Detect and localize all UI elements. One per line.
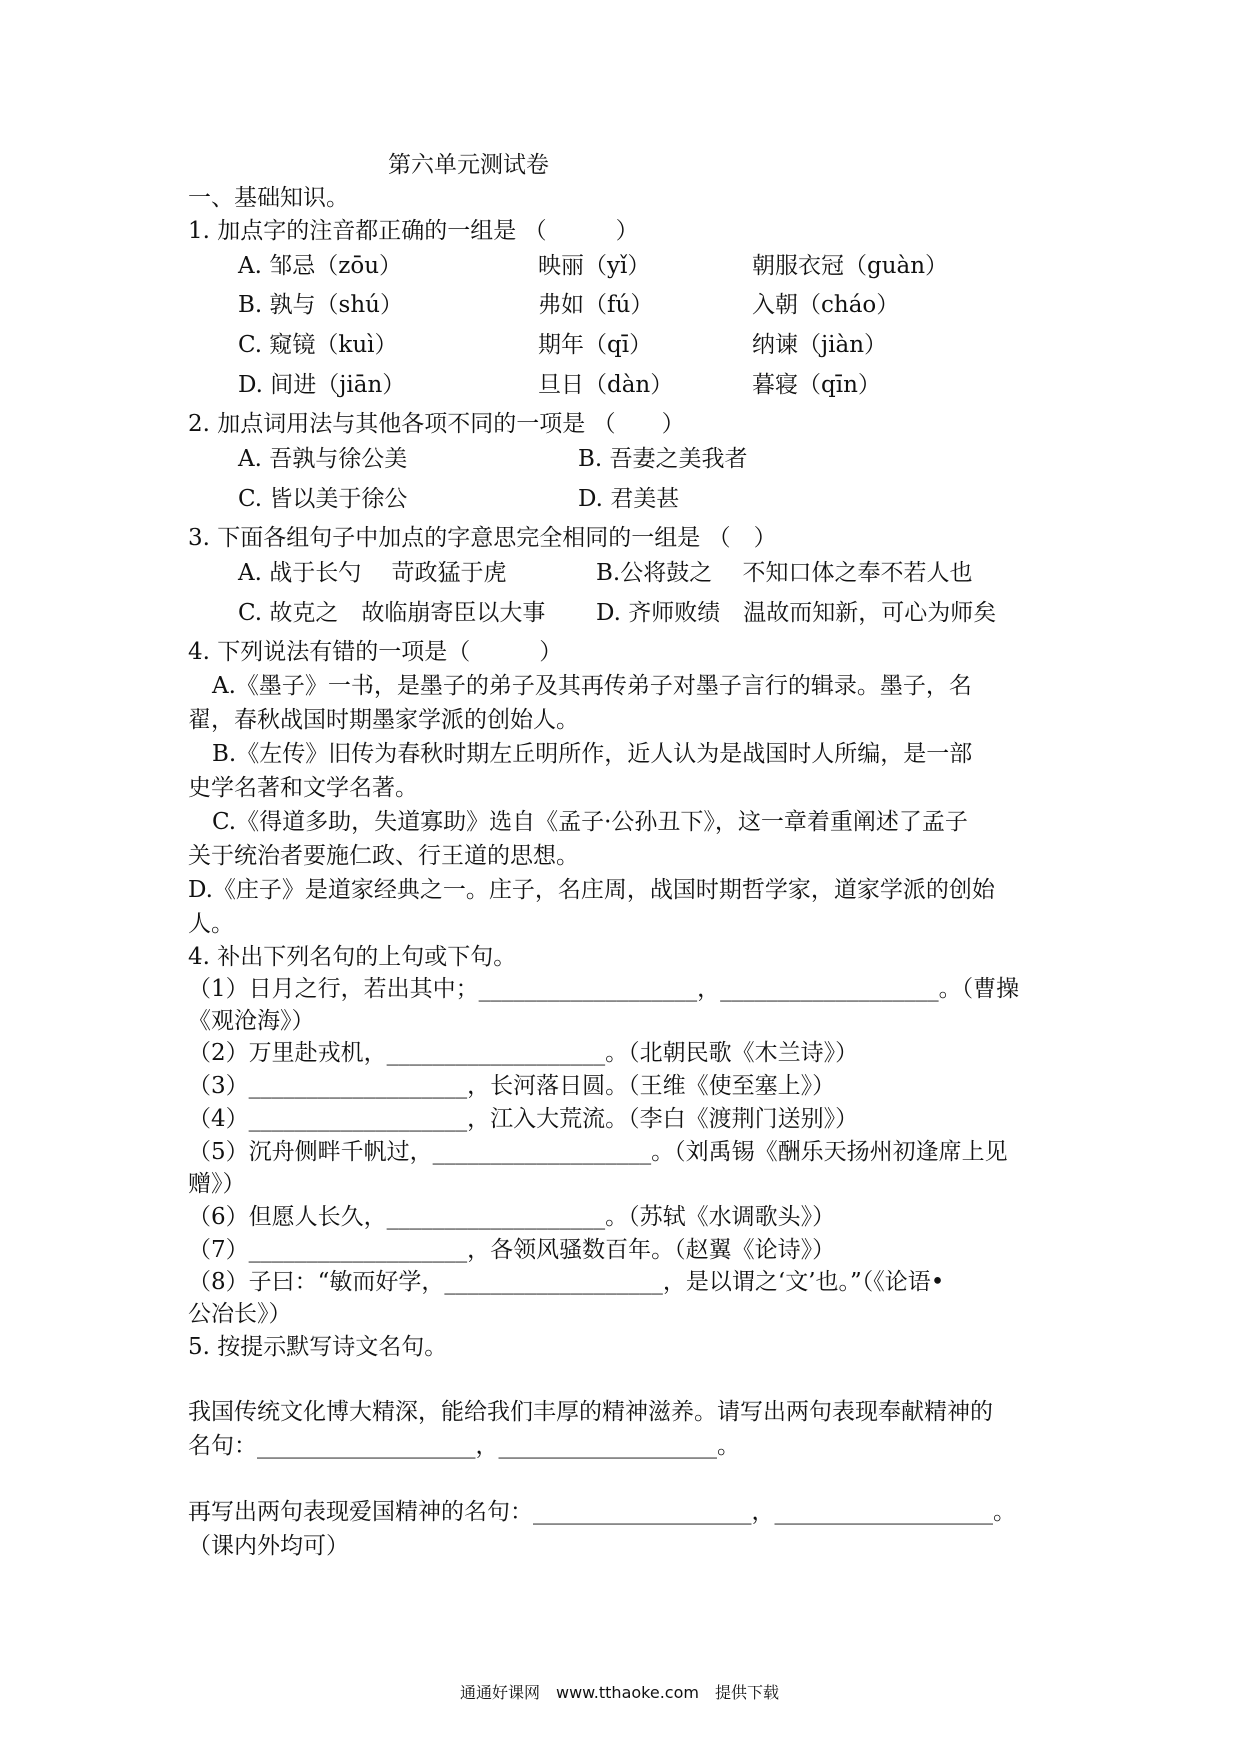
q5-line: （2）万里赴戎机，___________________。（北朝民歌《木兰诗》） [188, 1040, 859, 1066]
q3-option-d: D. 齐师败绩 温故而知新，可心为师矣 [596, 600, 997, 626]
question-6-stem: 5. 按提示默写诗文名句。 [188, 1334, 448, 1360]
q6-line: 名句：___________________，___________________。 [188, 1433, 740, 1459]
question-2-stem: 2. 加点词用法与其他各项不同的一项是 （ ） [188, 411, 685, 437]
q1-option-b-1: B. 孰与（shú） [238, 292, 403, 318]
q3-option-a: A. 战于长勺 苛政猛于虎 [238, 560, 507, 586]
q6-line: 我国传统文化博大精深，能给我们丰厚的精神滋养。请写出两句表现奉献精神的 [188, 1399, 993, 1425]
q5-line: （6）但愿人长久，___________________。（苏轼《水调歌头》） [188, 1204, 836, 1230]
q1-option-c-3: 纳谏（jiàn） [752, 332, 888, 358]
section-heading: 一、基础知识。 [188, 185, 349, 211]
q5-line: （8）子曰：“敏而好学，___________________，是以谓之‘文’也。”（《论语• [188, 1269, 945, 1295]
q1-option-a-3: 朝服衣冠（guàn） [752, 253, 949, 279]
q4-line: 史学名著和文学名著。 [188, 775, 418, 801]
q1-option-d-1: D. 间进（jiān） [238, 372, 406, 398]
q4-line: D.《庄子》是道家经典之一。庄子，名庄周，战国时期哲学家，道家学派的创始 [188, 877, 995, 903]
question-1-stem: 1. 加点字的注音都正确的一组是 （ ） [188, 218, 639, 244]
q5-line: （3）___________________，长河落日圆。（王维《使至塞上》） [188, 1073, 836, 1099]
q4-line: C.《得道多助，失道寡助》选自《孟子·公孙丑下》，这一章着重阐述了孟子 [212, 809, 968, 835]
q1-option-b-3: 入朝（cháo） [752, 292, 900, 318]
q3-option-b: B.公将鼓之 不知口体之奉不若人也 [596, 560, 973, 586]
question-4-stem: 4. 下列说法有错的一项是（ ） [188, 639, 563, 665]
q5-line: 公冶长》） [188, 1301, 292, 1327]
q3-option-c: C. 故克之 故临崩寄臣以大事 [238, 600, 546, 626]
q5-line: （4）___________________，江入大荒流。（李白《渡荆门送别》） [188, 1106, 859, 1132]
q2-option-b: B. 吾妻之美我者 [578, 446, 748, 472]
q4-line: 关于统治者要施仁政、行王道的思想。 [188, 843, 579, 869]
question-5-stem: 4. 补出下列名句的上句或下句。 [188, 944, 517, 970]
q2-option-c: C. 皆以美于徐公 [238, 486, 408, 512]
q6-line: 再写出两句表现爱国精神的名句：___________________，___________________。 [188, 1499, 1016, 1525]
q5-line: （7）___________________，各领风骚数百年。（赵翼《论诗》） [188, 1237, 836, 1263]
q2-option-d: D. 君美甚 [578, 486, 680, 512]
q1-option-b-2: 弗如（fú） [538, 292, 654, 318]
q2-option-a: A. 吾孰与徐公美 [238, 446, 408, 472]
q1-option-d-3: 暮寝（qīn） [752, 372, 881, 398]
q4-line: 翟，春秋战国时期墨家学派的创始人。 [188, 707, 579, 733]
q5-line: 《观沧海》） [188, 1008, 315, 1034]
q1-option-c-1: C. 窥镜（kuì） [238, 332, 398, 358]
q5-line: （1）日月之行，若出其中；___________________，___________________。（曹操 [188, 976, 1020, 1002]
page-title: 第六单元测试卷 [388, 152, 549, 178]
q1-option-d-2: 旦日（dàn） [538, 372, 674, 398]
q4-line: B.《左传》旧传为春秋时期左丘明所作，近人认为是战国时人所编，是一部 [212, 741, 973, 767]
question-3-stem: 3. 下面各组句子中加点的字意思完全相同的一组是 （ ） [188, 525, 777, 551]
q1-option-a-1: A. 邹忌（zōu） [238, 253, 403, 279]
q5-line: 赠》） [188, 1171, 246, 1197]
q1-option-c-2: 期年（qī） [538, 332, 653, 358]
q1-option-a-2: 映丽（yǐ） [538, 253, 651, 279]
q4-line: 人。 [188, 911, 234, 937]
q4-line: A.《墨子》一书，是墨子的弟子及其再传弟子对墨子言行的辑录。墨子，名 [212, 673, 972, 699]
page-footer: 通通好课网 www.tthaoke.com 提供下载 [460, 1683, 779, 1702]
q6-line: （课内外均可） [188, 1533, 349, 1559]
q5-line: （5）沉舟侧畔千帆过，___________________。（刘禹锡《酬乐天扬州初逢席上见 [188, 1139, 1008, 1165]
